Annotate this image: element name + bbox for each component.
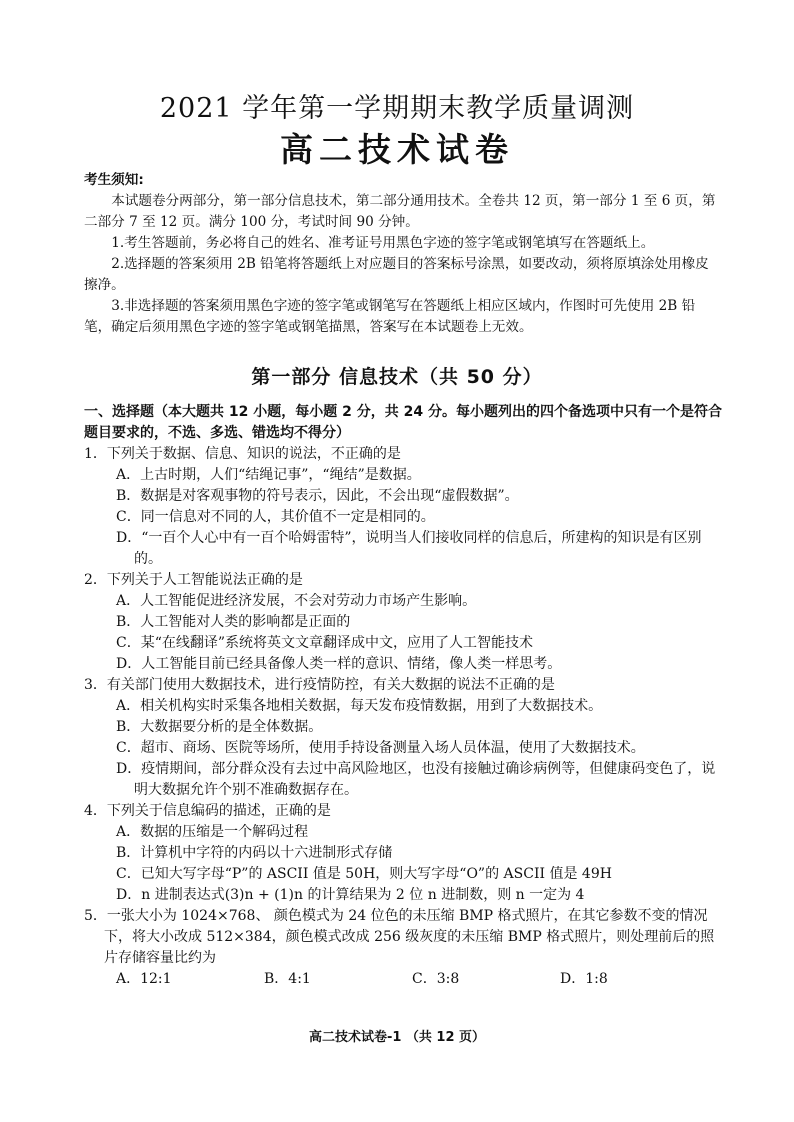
option-b: B．数据是对客观事物的符号表示，因此，不会出现“虚假数据”。 (116, 488, 519, 504)
notice-item-2: 2.选择题的答案须用 2B 铅笔将答题纸上对应题目的答案标号涂黑，如要改动，须将原填涂处用橡皮擦净。 (84, 256, 709, 293)
question-stem: 1．下列关于数据、信息、知识的说法，不正确的是 (84, 446, 401, 462)
option-a: A．上古时期，人们“结绳记事”，“绳结”是数据。 (116, 467, 421, 483)
option-b: B．大数据要分析的是全体数据。 (116, 719, 323, 735)
option-b: B．计算机中字符的内码以十六进制形式存储 (116, 845, 393, 861)
option-row (84, 969, 724, 990)
option-c: C．某“在线翻译”系统将英文文章翻译成中文，应用了人工智能技术 (116, 635, 534, 651)
question-stem: 3．有关部门使用大数据技术，进行疫情防控，有关大数据的说法不正确的是 (84, 677, 555, 693)
option-d: D．“一百个人心中有一百个哈姆雷特”，说明当人们接收同样的信息后，所建构的知识是有区别的。 (116, 530, 702, 567)
option-b: B．4:1 (264, 971, 311, 987)
option-c: C．超市、商场、医院等场所，使用手持设备测量入场人员体温，使用了大数据技术。 (116, 740, 645, 756)
question-stem: 4．下列关于信息编码的描述，正确的是 (84, 803, 331, 819)
option-d: D．疫情期间，部分群众没有去过中高风险地区，也没有接触过确诊病例等，但健康码变色了，说明大数据允许个别不准确数据存在。 (116, 761, 716, 798)
question-stem: 2．下列关于人工智能说法正确的是 (84, 572, 303, 588)
choice-section (84, 402, 724, 990)
exam-subtitle: 高二技术试卷 (280, 130, 514, 169)
question-5 (84, 906, 724, 990)
option-d: D．人工智能目前已经具备像人类一样的意识、情绪，像人类一样思考。 (116, 656, 562, 672)
option-c: C．同一信息对不同的人，其价值不一定是相同的。 (116, 509, 435, 525)
question-2 (84, 570, 724, 675)
notice-item-3: 3.非选择题的答案须用黑色字迹的签字笔或钢笔写在答题纸上相应区域内，作图时可先使用 2B 铅笔，确定后须用黑色字迹的签字笔或钢笔描黑，答案写在本试题卷上无效。 (84, 298, 696, 335)
option-a: A．12:1 (116, 971, 172, 987)
question-4 (84, 801, 724, 906)
option-b: B．人工智能对人类的影响都是正面的 (116, 614, 351, 630)
option-a: A．相关机构实时采集各地相关数据，每天发布疫情数据，用到了大数据技术。 (116, 698, 603, 714)
part-one-title: 第一部分 信息技术（共 50 分） (251, 366, 543, 388)
option-a: A．数据的压缩是一个解码过程 (116, 824, 309, 840)
option-c: C．3:8 (412, 971, 460, 987)
question-stem: 5．一张大小为 1024×768、 颜色模式为 24 位色的未压缩 BMP 格式照片，在其它参数不变的情况下，将大小改成 512×384，颜色模式改成 256 级灰度的未压缩 BMP 格式照片，则处理前后的照片存储容量比约为 (84, 908, 715, 966)
notice-heading: 考生须知: (84, 172, 144, 188)
notice-item-1: 1.考生答题前，务必将自己的姓名、准考证号用黑色字迹的签字笔或钢笔填写在答题纸上。 (111, 235, 655, 251)
question-1 (84, 444, 724, 570)
option-a: A．人工智能促进经济发展，不会对劳动力市场产生影响。 (116, 593, 477, 609)
option-d: D．1:8 (560, 971, 608, 987)
notice-intro: 本试题卷分两部分，第一部分信息技术，第二部分通用技术。全卷共 12 页，第一部分 1 至 6 页，第二部分 7 至 12 页。满分 100 分，考试时间 90 分钟。 (84, 193, 716, 230)
option-c: C．已知大写字母“P”的 ASCII 值是 50H，则大写字母“O”的 ASCII 值是 49H (116, 866, 612, 882)
option-d: D．n 进制表达式(3)n + (1)n 的计算结果为 2 位 n 进制数，则 n 一定为 4 (116, 887, 585, 903)
page-footer: 高二技术试卷-1 （共 12 页） (308, 1030, 486, 1045)
section-heading: 一、选择题（本大题共 12 小题，每小题 2 分，共 24 分。每小题列出的四个备选项中只有一个是符合题目要求的，不选、多选、错选均不得分） (84, 404, 722, 441)
exam-title: 2021 学年第一学期期末教学质量调测 (159, 93, 635, 124)
candidate-notice (84, 170, 720, 338)
question-3 (84, 675, 724, 801)
